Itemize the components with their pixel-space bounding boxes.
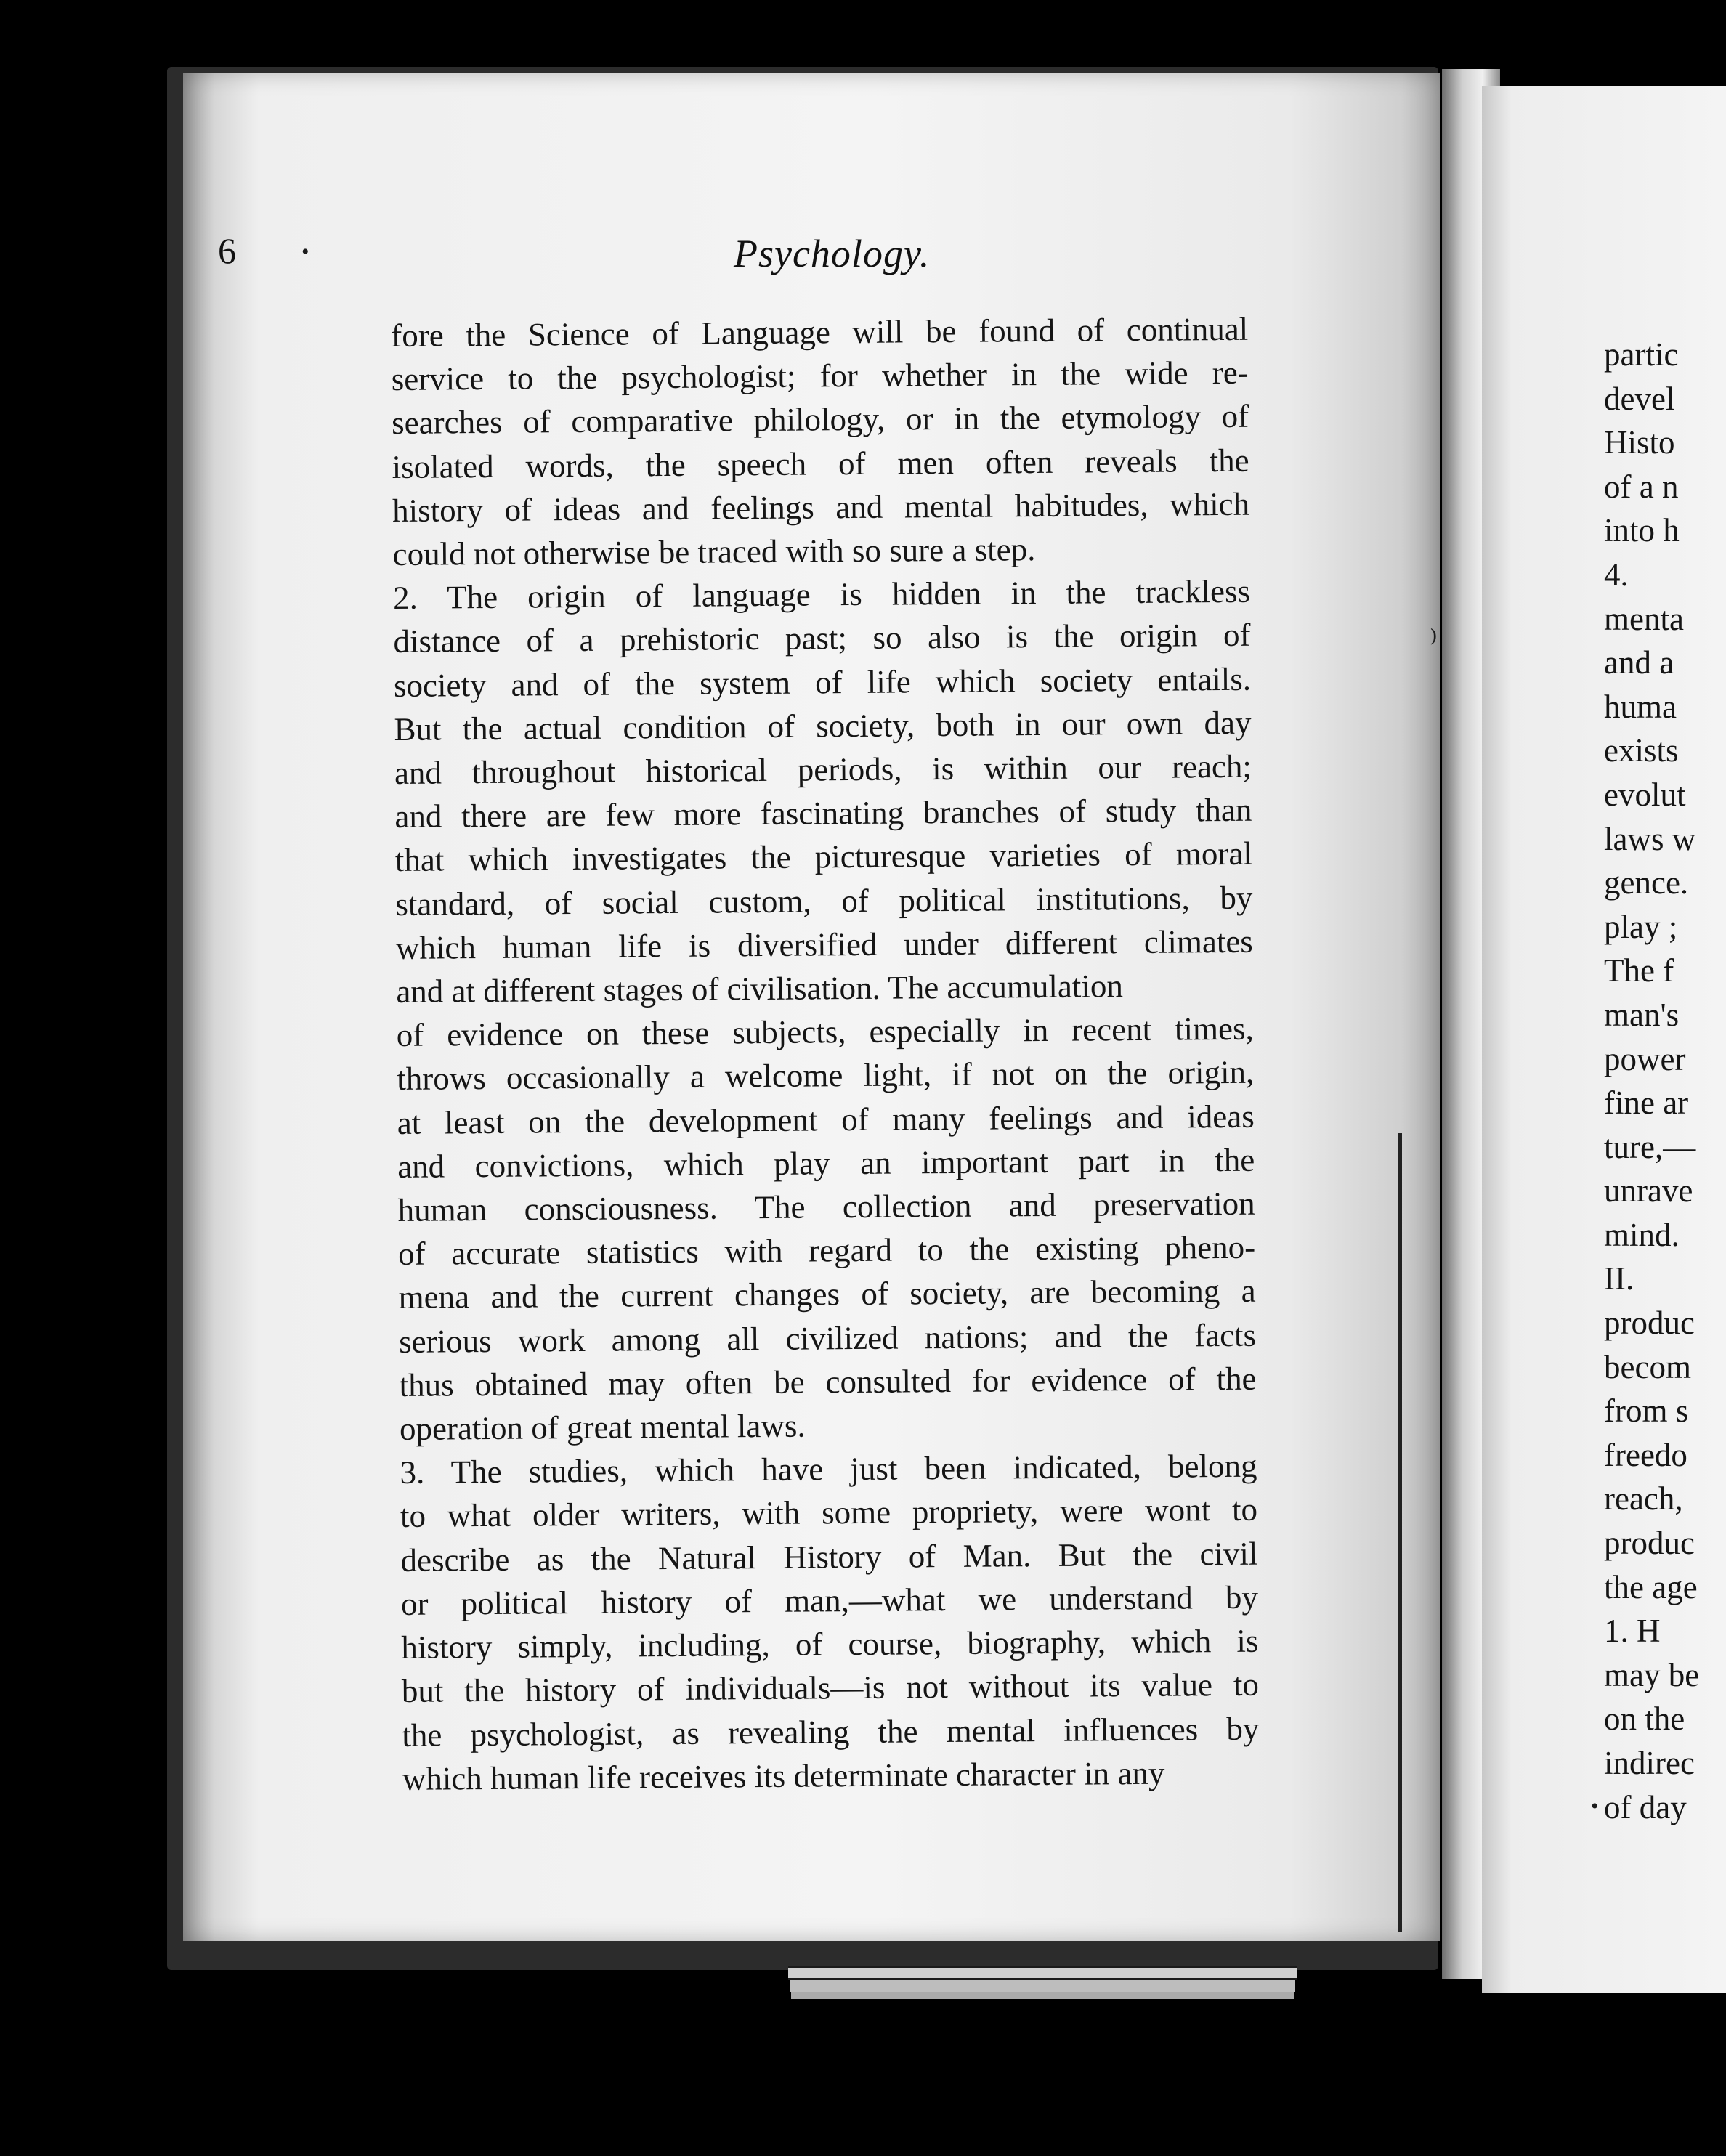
right-text-line: 1. H bbox=[1604, 1613, 1661, 1650]
right-text-line: man's bbox=[1604, 996, 1680, 1033]
text-line: at least on the development of many feelings and ideas bbox=[397, 1098, 1255, 1141]
right-page-text bbox=[1604, 333, 1699, 1829]
text-line: of evidence on these subjects, especially in recent times, bbox=[396, 1010, 1254, 1054]
running-head: Psychology. bbox=[734, 232, 931, 275]
text-line: and convictions, which play an important part in the bbox=[397, 1141, 1255, 1185]
right-text-line: produc bbox=[1604, 1305, 1695, 1342]
right-text-line: evolut bbox=[1604, 776, 1686, 813]
right-text-line: laws w bbox=[1604, 820, 1696, 857]
right-text-line: II. bbox=[1604, 1260, 1634, 1297]
right-text-line: exists bbox=[1604, 732, 1679, 769]
right-text-line: play ; bbox=[1604, 908, 1678, 945]
right-text-line: into h bbox=[1604, 512, 1680, 549]
text-line: and there are few more fascinating branches of study than bbox=[394, 791, 1252, 835]
right-text-line: produc bbox=[1604, 1525, 1695, 1562]
right-text-line: becom bbox=[1604, 1348, 1691, 1385]
right-text-line: menta bbox=[1604, 600, 1684, 637]
text-line: describe as the Natural History of Man. But the civil bbox=[400, 1535, 1258, 1578]
text-line: which human life is diversified under different climates bbox=[395, 923, 1254, 966]
right-text-line: of day bbox=[1604, 1788, 1687, 1825]
right-text-line: reach, bbox=[1604, 1480, 1683, 1517]
text-line: throws occasionally a welcome light, if not on the origin, bbox=[397, 1054, 1255, 1098]
right-text-line: on the bbox=[1604, 1701, 1685, 1738]
right-text-line: power bbox=[1604, 1040, 1686, 1077]
margin-mark: ⁾ bbox=[1430, 624, 1438, 660]
text-line: fore the Science of Language will be found of continual bbox=[391, 310, 1249, 354]
text-line: searches of comparative philology, or in the etymology of bbox=[391, 398, 1249, 442]
text-line: that which investigates the picturesque varieties of moral bbox=[394, 835, 1253, 879]
right-page bbox=[1482, 86, 1726, 1993]
page-number: 6 bbox=[218, 230, 236, 271]
text-line: but the history of individuals—is not without its value to bbox=[401, 1666, 1260, 1710]
right-text-line: ture,— bbox=[1604, 1128, 1696, 1165]
right-text-line: mind. bbox=[1604, 1216, 1680, 1253]
right-text-line: Histo bbox=[1604, 424, 1675, 461]
text-line: But the actual condition of society, both in our own day bbox=[394, 704, 1252, 747]
text-line: to what older writers, with some propriety, were wont to bbox=[400, 1491, 1258, 1535]
speck-mark: • bbox=[1591, 1794, 1599, 1818]
gutter-shadow-line bbox=[1398, 1133, 1402, 1932]
text-line: 3. The studies, which have just been indicated, belong bbox=[400, 1447, 1257, 1491]
text-line: operation of great mental laws. bbox=[399, 1407, 806, 1448]
text-line: isolated words, the speech of men often reveals the bbox=[392, 442, 1249, 485]
right-text-line: freedo bbox=[1604, 1436, 1687, 1473]
speck-mark: • bbox=[301, 240, 309, 264]
text-line: and throughout historical periods, is within our reach; bbox=[394, 747, 1252, 792]
text-line: distance of a prehistoric past; so also is the origin of bbox=[393, 617, 1251, 660]
text-line: society and of the system of life which society entails. bbox=[393, 660, 1252, 704]
right-text-line: and a bbox=[1604, 644, 1674, 681]
right-text-line: fine ar bbox=[1604, 1085, 1689, 1122]
right-text-line: huma bbox=[1604, 688, 1677, 725]
right-text-line: may be bbox=[1604, 1656, 1700, 1693]
body-text bbox=[391, 307, 1260, 1801]
text-line: which human life receives its determinate character in any bbox=[402, 1754, 1165, 1797]
text-line: human consciousness. The collection and preservation bbox=[397, 1185, 1255, 1229]
right-text-line: unrave bbox=[1604, 1172, 1693, 1209]
right-text-line: 4. bbox=[1604, 556, 1629, 593]
right-text-line: gence. bbox=[1604, 864, 1689, 901]
right-text-line: the age bbox=[1604, 1568, 1698, 1605]
text-line: serious work among all civilized nations; and the facts bbox=[398, 1316, 1257, 1360]
text-line: could not otherwise be traced with so sure a step. bbox=[392, 531, 1036, 573]
right-text-line: from s bbox=[1604, 1393, 1689, 1430]
text-line: or political history of man,—what we understand by bbox=[400, 1578, 1259, 1622]
right-text-line: The f bbox=[1604, 952, 1674, 989]
right-text-line: of a n bbox=[1604, 468, 1679, 505]
text-line: history of ideas and feelings and mental habitudes, which bbox=[392, 485, 1250, 529]
text-line: mena and the current changes of society, are becoming a bbox=[398, 1273, 1256, 1316]
text-line: 2. The origin of language is hidden in the trackless bbox=[392, 572, 1251, 617]
text-line: service to the psychologist; for whether in the wide re- bbox=[391, 354, 1249, 398]
text-line: of accurate statistics with regard to the existing pheno- bbox=[397, 1228, 1256, 1273]
right-text-line: indirec bbox=[1604, 1745, 1695, 1781]
right-text-line: partic bbox=[1604, 336, 1679, 373]
text-line: and at different stages of civilisation. The accumulation bbox=[396, 968, 1124, 1010]
text-line: the psychologist, as revealing the mental influences by bbox=[402, 1710, 1260, 1754]
page-stack-edge bbox=[788, 1966, 1297, 1980]
text-line: thus obtained may often be consulted for evidence of the bbox=[399, 1360, 1257, 1403]
text-line: history simply, including, of course, biography, which is bbox=[401, 1622, 1259, 1666]
text-line: standard, of social custom, of political institutions, by bbox=[395, 879, 1253, 923]
right-text-line: devel bbox=[1604, 380, 1675, 417]
